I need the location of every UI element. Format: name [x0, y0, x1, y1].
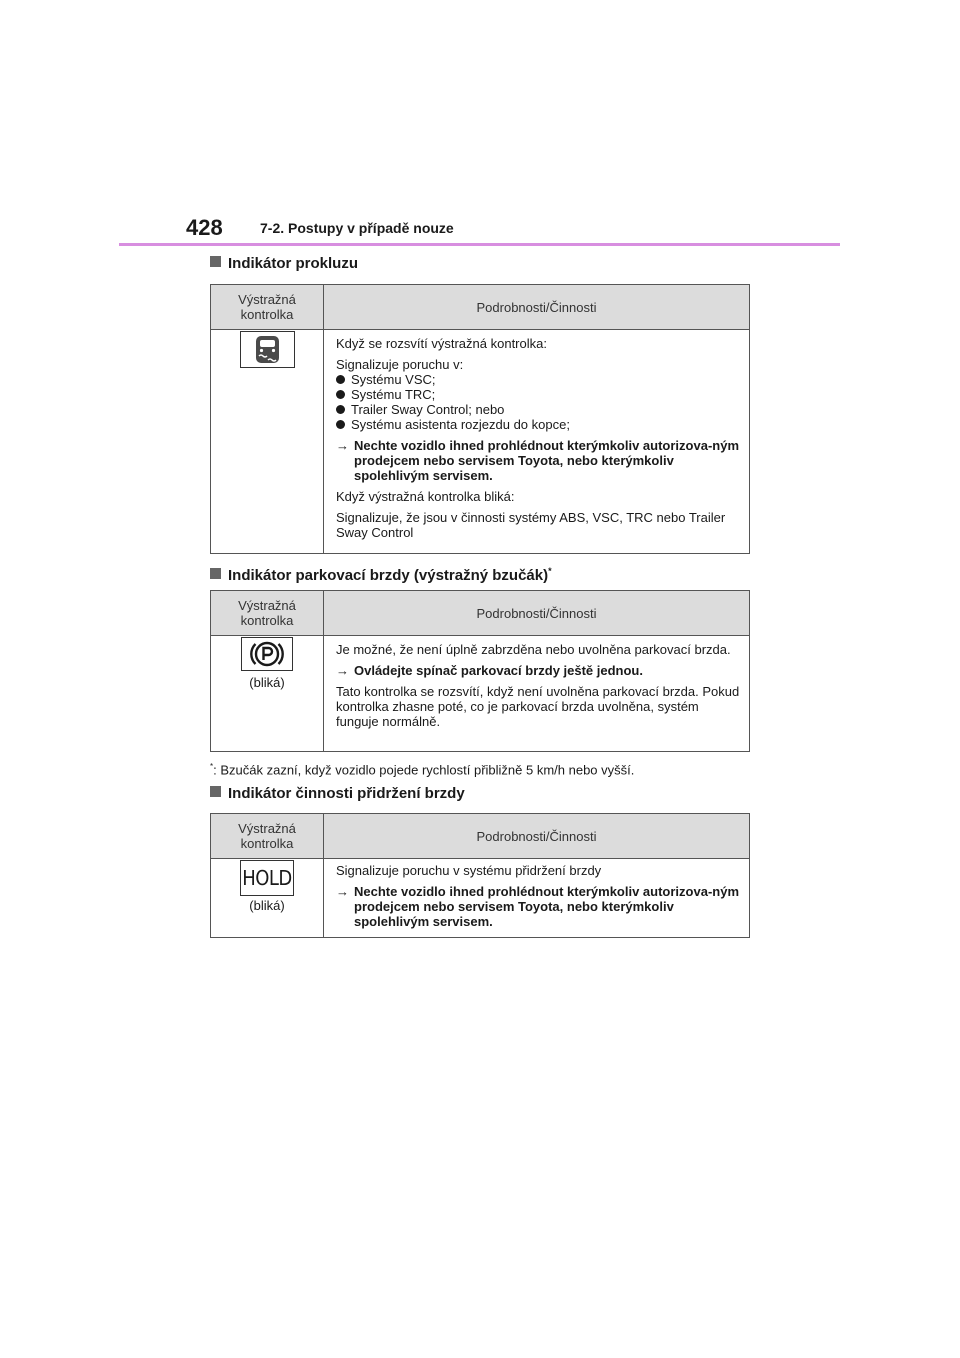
- parking-brake-table: [210, 590, 750, 752]
- column-header-warning-light: Výstražná kontrolka: [211, 814, 324, 859]
- footnote: *: Bzučák zazní, když vozidlo pojede rychlostí přibližně 5 km/h nebo vyšší.: [210, 762, 635, 778]
- detail-text: Tato kontrolka se rozsvítí, když není uvolněna parkovací brzda. Pokud kontrolka zhasne poté, co je parkovací brzda uvolněna, systém funguje normálně.: [336, 684, 740, 729]
- arrow-icon: →: [336, 884, 349, 899]
- detail-text: Když výstražná kontrolka bliká:: [336, 489, 515, 504]
- brake-hold-table: [210, 813, 750, 938]
- hold-icon: HOLD: [240, 860, 294, 896]
- detail-text: Signalizuje, že jsou v činnosti systémy ABS, VSC, TRC nebo Trailer Sway Control: [336, 510, 726, 540]
- square-bullet-icon: [210, 256, 221, 267]
- bullet-item: Systému TRC;: [336, 387, 743, 402]
- column-header-details: Podrobnosti/Činnosti: [324, 814, 750, 859]
- hold-icon-cell: [211, 859, 324, 938]
- column-header-warning-light: Výstražná kontrolka: [211, 285, 324, 330]
- bullet-item: Trailer Sway Control; nebo: [336, 402, 743, 417]
- page-number: 428: [186, 215, 223, 240]
- column-header-details: Podrobnosti/Činnosti: [324, 591, 750, 636]
- section-heading-brake-hold: Indikátor činnosti přidržení brzdy: [210, 784, 465, 804]
- square-bullet-icon: [210, 568, 221, 579]
- slip-indicator-icon: [240, 331, 295, 368]
- column-header-warning-light: Výstražná kontrolka: [211, 591, 324, 636]
- brake-hold-details: [324, 859, 750, 938]
- parking-brake-icon-cell: [211, 636, 324, 752]
- slip-icon-cell: [211, 330, 324, 554]
- action-instruction: → Ovládejte spínač parkovací brzdy ještě jednou.: [336, 663, 643, 678]
- action-instruction: → Nechte vozidlo ihned prohlédnout kterýmkoliv autorizova-ným prodejcem nebo servisem Toyota, nebo kterýmkoliv spolehlivým servisem.: [336, 884, 739, 929]
- bullet-item: Systému asistenta rozjezdu do kopce;: [336, 417, 743, 432]
- chapter-title: 7-2. Postupy v případě nouze: [260, 220, 454, 236]
- column-header-details: Podrobnosti/Činnosti: [324, 285, 750, 330]
- square-bullet-icon: [210, 786, 221, 797]
- icon-caption: (bliká): [249, 675, 285, 690]
- detail-text: Signalizuje poruchu v systému přidržení brzdy: [336, 863, 602, 878]
- section-heading-slip: Indikátor prokluzu: [210, 254, 358, 274]
- header-divider: [119, 243, 840, 246]
- slip-indicator-table: [210, 284, 750, 554]
- arrow-icon: →: [336, 663, 349, 678]
- section-heading-parking-brake: Indikátor parkovací brzdy (výstražný bzučák)*: [210, 561, 552, 586]
- slip-details: [324, 330, 750, 554]
- parking-brake-icon: [241, 637, 293, 671]
- bullet-item: Systému VSC;: [336, 372, 743, 387]
- icon-caption: (bliká): [249, 898, 285, 913]
- arrow-icon: →: [336, 438, 349, 453]
- page-header: [186, 214, 840, 244]
- detail-text: Signalizuje poruchu v:: [336, 357, 464, 372]
- detail-text: Když se rozsvítí výstražná kontrolka:: [336, 336, 547, 351]
- action-instruction: → Nechte vozidlo ihned prohlédnout kterýmkoliv autorizova-ným prodejcem nebo servisem Toyota, nebo kterýmkoliv spolehlivým servisem.: [336, 438, 739, 483]
- detail-text: Je možné, že není úplně zabrzděna nebo uvolněna parkovací brzda.: [336, 642, 731, 657]
- parking-brake-details: [324, 636, 750, 752]
